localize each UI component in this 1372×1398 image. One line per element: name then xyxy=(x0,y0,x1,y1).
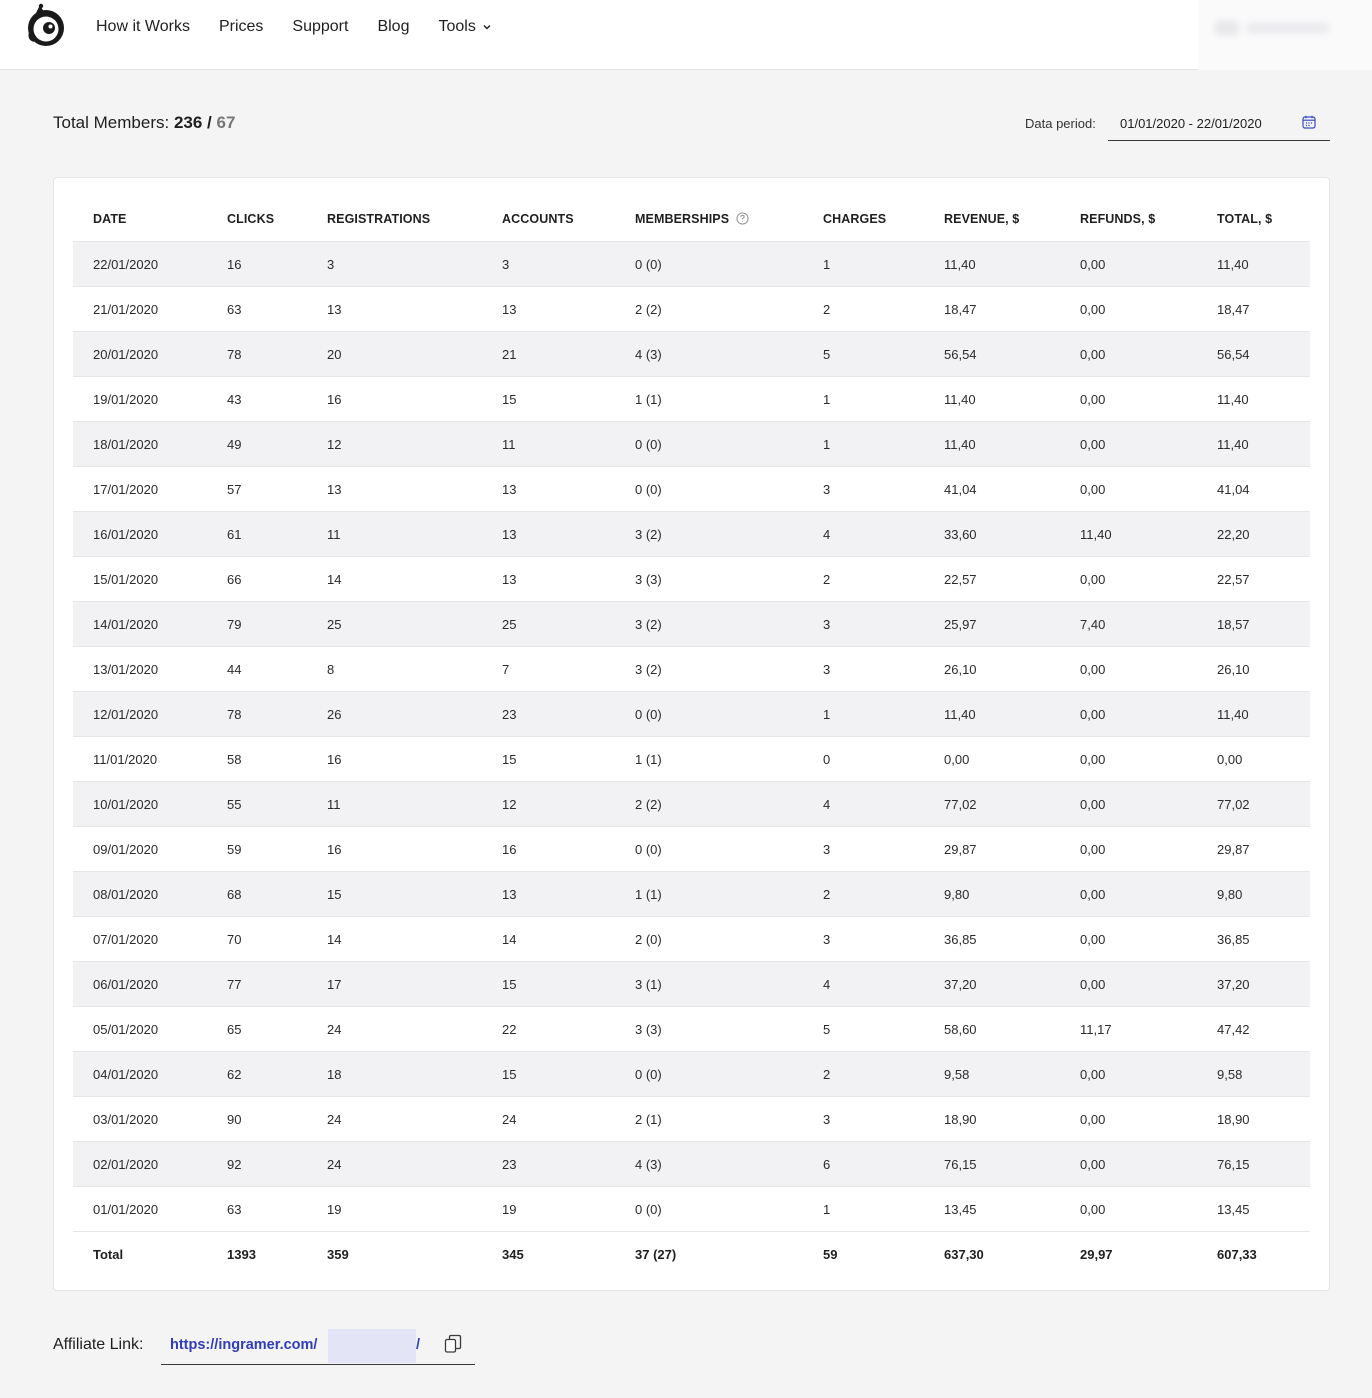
cell-accounts: 14 xyxy=(482,917,615,962)
account-menu-redacted[interactable] xyxy=(1198,0,1372,70)
data-period-value: 01/01/2020 - 22/01/2020 xyxy=(1120,116,1262,131)
cell-charges: 1 xyxy=(803,242,924,287)
cell-registrations: 13 xyxy=(307,467,482,512)
cell-charges: 1 xyxy=(803,422,924,467)
cell-clicks: 16 xyxy=(207,242,307,287)
cell-refunds: 0,00 xyxy=(1060,647,1197,692)
cell-memberships: 2 (2) xyxy=(615,782,803,827)
cell-date: 19/01/2020 xyxy=(73,377,207,422)
cell-revenue: 9,58 xyxy=(924,1052,1060,1097)
cell-refunds: 0,00 xyxy=(1060,917,1197,962)
cell-registrations: 12 xyxy=(307,422,482,467)
cell-clicks: 68 xyxy=(207,872,307,917)
nav-link-prices[interactable]: Prices xyxy=(218,18,264,35)
cell-revenue: 77,02 xyxy=(924,782,1060,827)
cell-date: 09/01/2020 xyxy=(73,827,207,872)
totals-memberships: 37 (27) xyxy=(615,1232,803,1277)
cell-charges: 2 xyxy=(803,872,924,917)
cell-revenue: 11,40 xyxy=(924,422,1060,467)
cell-revenue: 56,54 xyxy=(924,332,1060,377)
cell-accounts: 22 xyxy=(482,1007,615,1052)
cell-refunds: 0,00 xyxy=(1060,467,1197,512)
cell-charges: 6 xyxy=(803,1142,924,1187)
cell-total: 22,57 xyxy=(1197,557,1310,602)
cell-revenue: 33,60 xyxy=(924,512,1060,557)
cell-refunds: 0,00 xyxy=(1060,287,1197,332)
copy-icon[interactable] xyxy=(444,1334,462,1354)
cell-accounts: 3 xyxy=(482,242,615,287)
column-header-accounts: ACCOUNTS xyxy=(502,211,574,226)
cell-refunds: 11,40 xyxy=(1060,512,1197,557)
total-members-label: Total Members: xyxy=(53,113,170,132)
cell-revenue: 11,40 xyxy=(924,377,1060,422)
cell-date: 06/01/2020 xyxy=(73,962,207,1007)
stats-card xyxy=(53,177,1330,1291)
cell-revenue: 41,04 xyxy=(924,467,1060,512)
cell-total: 0,00 xyxy=(1197,737,1310,782)
table-row xyxy=(73,917,1310,962)
cell-accounts: 15 xyxy=(482,1052,615,1097)
cell-registrations: 14 xyxy=(307,557,482,602)
column-header-clicks: CLICKS xyxy=(227,211,275,226)
cell-refunds: 0,00 xyxy=(1060,422,1197,467)
cell-date: 08/01/2020 xyxy=(73,872,207,917)
cell-charges: 2 xyxy=(803,557,924,602)
cell-memberships: 3 (3) xyxy=(615,1007,803,1052)
cell-clicks: 65 xyxy=(207,1007,307,1052)
affiliate-link-label: Affiliate Link: xyxy=(53,1336,144,1353)
totals-total: 607,33 xyxy=(1197,1232,1310,1277)
cell-accounts: 13 xyxy=(482,512,615,557)
cell-total: 41,04 xyxy=(1197,467,1310,512)
cell-revenue: 29,87 xyxy=(924,827,1060,872)
affiliate-link-redacted xyxy=(328,1329,416,1363)
cell-registrations: 11 xyxy=(307,512,482,557)
cell-revenue: 25,97 xyxy=(924,602,1060,647)
cell-accounts: 13 xyxy=(482,872,615,917)
cell-registrations: 11 xyxy=(307,782,482,827)
cell-memberships: 0 (0) xyxy=(615,692,803,737)
avatar xyxy=(1214,20,1240,36)
cell-date: 04/01/2020 xyxy=(73,1052,207,1097)
cell-memberships: 3 (2) xyxy=(615,512,803,557)
chevron-down-icon xyxy=(482,22,492,32)
column-header-refunds: REFUNDS, $ xyxy=(1080,211,1156,226)
cell-charges: 5 xyxy=(803,332,924,377)
table-row xyxy=(73,1052,1310,1097)
cell-total: 37,20 xyxy=(1197,962,1310,1007)
totals-accounts: 345 xyxy=(482,1232,615,1277)
column-header-memberships-label: MEMBERSHIPS xyxy=(635,211,730,226)
cell-refunds: 0,00 xyxy=(1060,782,1197,827)
cell-memberships: 2 (2) xyxy=(615,287,803,332)
table-row xyxy=(73,1142,1310,1187)
nav-link-blog[interactable]: Blog xyxy=(377,18,410,35)
cell-accounts: 11 xyxy=(482,422,615,467)
cell-total: 77,02 xyxy=(1197,782,1310,827)
column-header-registrations: REGISTRATIONS xyxy=(327,211,431,226)
cell-registrations: 20 xyxy=(307,332,482,377)
cell-clicks: 63 xyxy=(207,287,307,332)
cell-accounts: 19 xyxy=(482,1187,615,1232)
cell-refunds: 0,00 xyxy=(1060,1052,1197,1097)
account-name-redacted xyxy=(1246,22,1330,34)
cell-total: 26,10 xyxy=(1197,647,1310,692)
cell-total: 29,87 xyxy=(1197,827,1310,872)
cell-accounts: 24 xyxy=(482,1097,615,1142)
cell-registrations: 18 xyxy=(307,1052,482,1097)
cell-clicks: 66 xyxy=(207,557,307,602)
cell-total: 18,90 xyxy=(1197,1097,1310,1142)
cell-memberships: 0 (0) xyxy=(615,1052,803,1097)
table-row xyxy=(73,1187,1310,1232)
cell-revenue: 18,47 xyxy=(924,287,1060,332)
cell-charges: 3 xyxy=(803,647,924,692)
cell-clicks: 77 xyxy=(207,962,307,1007)
question-circle-icon[interactable] xyxy=(736,212,749,225)
cell-charges: 2 xyxy=(803,287,924,332)
cell-refunds: 0,00 xyxy=(1060,1142,1197,1187)
totals-label: Total xyxy=(73,1232,207,1277)
column-header-revenue: REVENUE, $ xyxy=(944,211,1020,226)
cell-memberships: 0 (0) xyxy=(615,242,803,287)
cell-clicks: 90 xyxy=(207,1097,307,1142)
cell-total: 9,80 xyxy=(1197,872,1310,917)
cell-clicks: 61 xyxy=(207,512,307,557)
cell-clicks: 78 xyxy=(207,692,307,737)
cell-memberships: 3 (3) xyxy=(615,557,803,602)
cell-clicks: 43 xyxy=(207,377,307,422)
cell-date: 05/01/2020 xyxy=(73,1007,207,1052)
cell-revenue: 9,80 xyxy=(924,872,1060,917)
cell-revenue: 11,40 xyxy=(924,242,1060,287)
cell-registrations: 19 xyxy=(307,1187,482,1232)
affiliate-link-field xyxy=(161,1328,475,1365)
table-row xyxy=(73,242,1310,287)
cell-memberships: 2 (1) xyxy=(615,1097,803,1142)
cell-registrations: 14 xyxy=(307,917,482,962)
cell-total: 11,40 xyxy=(1197,377,1310,422)
cell-date: 10/01/2020 xyxy=(73,782,207,827)
cell-refunds: 0,00 xyxy=(1060,692,1197,737)
cell-charges: 4 xyxy=(803,962,924,1007)
totals-charges: 59 xyxy=(803,1232,924,1277)
cell-charges: 1 xyxy=(803,1187,924,1232)
cell-refunds: 0,00 xyxy=(1060,557,1197,602)
cell-total: 18,57 xyxy=(1197,602,1310,647)
cell-date: 12/01/2020 xyxy=(73,692,207,737)
cell-memberships: 1 (1) xyxy=(615,377,803,422)
total-members-primary: 236 xyxy=(173,113,203,132)
cell-refunds: 0,00 xyxy=(1060,962,1197,1007)
cell-refunds: 0,00 xyxy=(1060,1187,1197,1232)
cell-registrations: 24 xyxy=(307,1007,482,1052)
cell-memberships: 0 (0) xyxy=(615,1187,803,1232)
cell-registrations: 13 xyxy=(307,287,482,332)
cell-date: 02/01/2020 xyxy=(73,1142,207,1187)
cell-date: 11/01/2020 xyxy=(73,737,207,782)
cell-date: 01/01/2020 xyxy=(73,1187,207,1232)
column-header-total: TOTAL, $ xyxy=(1217,211,1273,226)
cell-memberships: 3 (2) xyxy=(615,647,803,692)
cell-date: 15/01/2020 xyxy=(73,557,207,602)
cell-total: 76,15 xyxy=(1197,1142,1310,1187)
cell-charges: 0 xyxy=(803,737,924,782)
cell-accounts: 15 xyxy=(482,737,615,782)
cell-charges: 4 xyxy=(803,512,924,557)
cell-total: 22,20 xyxy=(1197,512,1310,557)
cell-charges: 1 xyxy=(803,377,924,422)
cell-clicks: 49 xyxy=(207,422,307,467)
cell-refunds: 11,17 xyxy=(1060,1007,1197,1052)
cell-charges: 3 xyxy=(803,467,924,512)
cell-refunds: 0,00 xyxy=(1060,332,1197,377)
cell-charges: 1 xyxy=(803,692,924,737)
raccoon-logo-icon[interactable] xyxy=(22,1,70,49)
data-period-label: Data period: xyxy=(1025,116,1096,131)
data-period-field[interactable] xyxy=(1108,104,1330,141)
cell-clicks: 55 xyxy=(207,782,307,827)
cell-revenue: 11,40 xyxy=(924,692,1060,737)
cell-registrations: 26 xyxy=(307,692,482,737)
cell-clicks: 70 xyxy=(207,917,307,962)
stats-table xyxy=(73,196,1310,1276)
main-nav xyxy=(96,0,492,54)
cell-total: 11,40 xyxy=(1197,242,1310,287)
cell-memberships: 3 (1) xyxy=(615,962,803,1007)
cell-clicks: 79 xyxy=(207,602,307,647)
table-row xyxy=(73,557,1310,602)
totals-clicks: 1393 xyxy=(207,1232,307,1277)
cell-clicks: 63 xyxy=(207,1187,307,1232)
cell-charges: 3 xyxy=(803,602,924,647)
cell-total: 36,85 xyxy=(1197,917,1310,962)
cell-memberships: 3 (2) xyxy=(615,602,803,647)
cell-charges: 3 xyxy=(803,917,924,962)
table-row xyxy=(73,782,1310,827)
cell-date: 18/01/2020 xyxy=(73,422,207,467)
cell-clicks: 57 xyxy=(207,467,307,512)
table-row xyxy=(73,872,1310,917)
cell-revenue: 0,00 xyxy=(924,737,1060,782)
cell-total: 11,40 xyxy=(1197,422,1310,467)
cell-registrations: 8 xyxy=(307,647,482,692)
cell-memberships: 1 (1) xyxy=(615,737,803,782)
cell-total: 56,54 xyxy=(1197,332,1310,377)
cell-revenue: 18,90 xyxy=(924,1097,1060,1142)
table-row xyxy=(73,737,1310,782)
cell-date: 20/01/2020 xyxy=(73,332,207,377)
cell-memberships: 1 (1) xyxy=(615,872,803,917)
cell-date: 03/01/2020 xyxy=(73,1097,207,1142)
total-members-separator: / xyxy=(207,113,212,132)
table-row xyxy=(73,422,1310,467)
cell-accounts: 13 xyxy=(482,557,615,602)
cell-charges: 5 xyxy=(803,1007,924,1052)
cell-accounts: 7 xyxy=(482,647,615,692)
cell-accounts: 25 xyxy=(482,602,615,647)
cell-refunds: 0,00 xyxy=(1060,1097,1197,1142)
table-header-row xyxy=(73,196,1310,242)
cell-memberships: 0 (0) xyxy=(615,467,803,512)
cell-refunds: 0,00 xyxy=(1060,827,1197,872)
cell-total: 18,47 xyxy=(1197,287,1310,332)
nav-tools-label: Tools xyxy=(438,18,476,35)
affiliate-link-url[interactable]: https://ingramer.com/ xyxy=(170,1337,318,1353)
table-row xyxy=(73,1007,1310,1052)
totals-registrations: 359 xyxy=(307,1232,482,1277)
cell-revenue: 76,15 xyxy=(924,1142,1060,1187)
cell-clicks: 78 xyxy=(207,332,307,377)
total-members xyxy=(53,113,235,133)
table-row xyxy=(73,377,1310,422)
column-header-charges: CHARGES xyxy=(823,211,887,226)
cell-date: 07/01/2020 xyxy=(73,917,207,962)
cell-accounts: 23 xyxy=(482,1142,615,1187)
cell-revenue: 37,20 xyxy=(924,962,1060,1007)
totals-revenue: 637,30 xyxy=(924,1232,1060,1277)
cell-registrations: 3 xyxy=(307,242,482,287)
cell-total: 11,40 xyxy=(1197,692,1310,737)
total-members-secondary: 67 xyxy=(216,113,236,132)
cell-accounts: 16 xyxy=(482,827,615,872)
totals-refunds: 29,97 xyxy=(1060,1232,1197,1277)
cell-accounts: 15 xyxy=(482,377,615,422)
cell-registrations: 16 xyxy=(307,827,482,872)
stats-table-body xyxy=(73,242,1310,1232)
cell-refunds: 0,00 xyxy=(1060,737,1197,782)
cell-date: 16/01/2020 xyxy=(73,512,207,557)
table-row xyxy=(73,827,1310,872)
cell-total: 9,58 xyxy=(1197,1052,1310,1097)
cell-accounts: 15 xyxy=(482,962,615,1007)
cell-memberships: 4 (3) xyxy=(615,1142,803,1187)
cell-charges: 2 xyxy=(803,1052,924,1097)
cell-refunds: 0,00 xyxy=(1060,242,1197,287)
cell-total: 47,42 xyxy=(1197,1007,1310,1052)
column-header-memberships xyxy=(615,196,803,242)
table-row xyxy=(73,602,1310,647)
cell-clicks: 92 xyxy=(207,1142,307,1187)
cell-refunds: 7,40 xyxy=(1060,602,1197,647)
cell-clicks: 44 xyxy=(207,647,307,692)
cell-date: 14/01/2020 xyxy=(73,602,207,647)
cell-date: 13/01/2020 xyxy=(73,647,207,692)
cell-registrations: 15 xyxy=(307,872,482,917)
cell-registrations: 24 xyxy=(307,1142,482,1187)
cell-total: 13,45 xyxy=(1197,1187,1310,1232)
calendar-icon[interactable] xyxy=(1302,115,1316,129)
cell-refunds: 0,00 xyxy=(1060,872,1197,917)
cell-date: 22/01/2020 xyxy=(73,242,207,287)
cell-accounts: 23 xyxy=(482,692,615,737)
top-navigation-bar xyxy=(0,0,1372,70)
cell-charges: 3 xyxy=(803,1097,924,1142)
cell-registrations: 25 xyxy=(307,602,482,647)
cell-registrations: 16 xyxy=(307,377,482,422)
table-row xyxy=(73,512,1310,557)
cell-revenue: 36,85 xyxy=(924,917,1060,962)
column-header-date: DATE xyxy=(93,211,127,226)
cell-clicks: 59 xyxy=(207,827,307,872)
cell-revenue: 26,10 xyxy=(924,647,1060,692)
cell-registrations: 24 xyxy=(307,1097,482,1142)
cell-date: 21/01/2020 xyxy=(73,287,207,332)
cell-refunds: 0,00 xyxy=(1060,377,1197,422)
cell-accounts: 13 xyxy=(482,467,615,512)
nav-link-support[interactable]: Support xyxy=(292,18,349,35)
cell-date: 17/01/2020 xyxy=(73,467,207,512)
cell-charges: 4 xyxy=(803,782,924,827)
cell-accounts: 13 xyxy=(482,287,615,332)
cell-registrations: 16 xyxy=(307,737,482,782)
table-row xyxy=(73,647,1310,692)
cell-clicks: 58 xyxy=(207,737,307,782)
nav-link-how-it-works[interactable]: How it Works xyxy=(96,18,190,35)
table-row xyxy=(73,467,1310,512)
cell-memberships: 2 (0) xyxy=(615,917,803,962)
cell-memberships: 4 (3) xyxy=(615,332,803,377)
table-row xyxy=(73,1097,1310,1142)
cell-revenue: 58,60 xyxy=(924,1007,1060,1052)
cell-memberships: 0 (0) xyxy=(615,827,803,872)
cell-charges: 3 xyxy=(803,827,924,872)
cell-registrations: 17 xyxy=(307,962,482,1007)
cell-revenue: 13,45 xyxy=(924,1187,1060,1232)
cell-accounts: 12 xyxy=(482,782,615,827)
totals-row xyxy=(73,1232,1310,1277)
table-row xyxy=(73,287,1310,332)
nav-tools-dropdown[interactable] xyxy=(438,18,491,36)
cell-clicks: 62 xyxy=(207,1052,307,1097)
affiliate-link-url-tail[interactable]: / xyxy=(416,1337,421,1353)
table-row xyxy=(73,332,1310,377)
cell-accounts: 21 xyxy=(482,332,615,377)
cell-memberships: 0 (0) xyxy=(615,422,803,467)
table-row xyxy=(73,692,1310,737)
table-row xyxy=(73,962,1310,1007)
cell-revenue: 22,57 xyxy=(924,557,1060,602)
